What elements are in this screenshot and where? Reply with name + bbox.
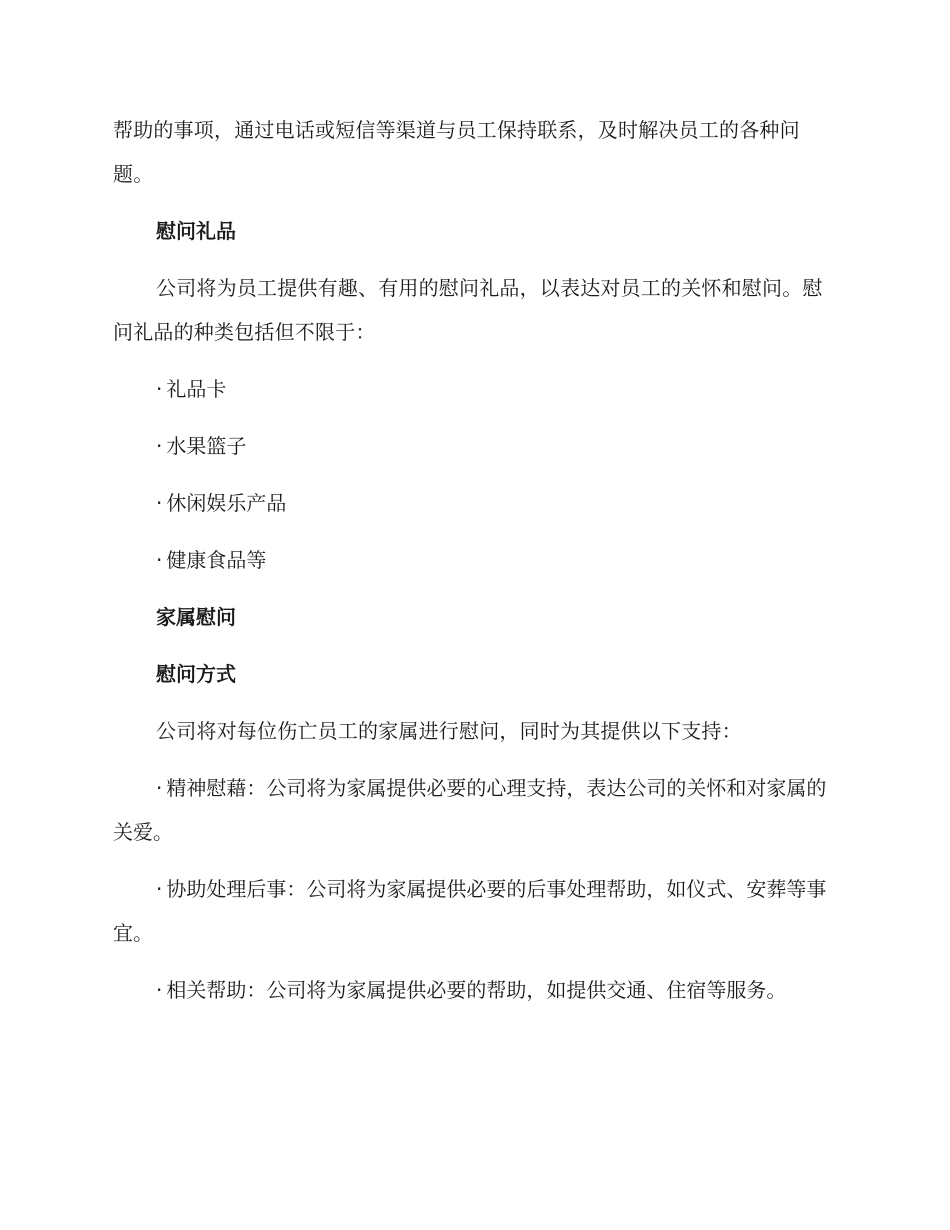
- bullet-icon: ·: [156, 491, 163, 515]
- subsection-heading-method: 慰问方式: [156, 662, 236, 686]
- section-heading-gifts: 慰问礼品: [156, 219, 236, 243]
- list-item: [113, 538, 833, 582]
- section-heading-family: 家属慰问: [156, 605, 236, 629]
- list-item-text: 健康食品等: [166, 548, 267, 572]
- bullet-icon: ·: [156, 877, 163, 901]
- list-item-text: 相关帮助：公司将为家属提供必要的帮助，如提供交通、住宿等服务。: [166, 978, 787, 1002]
- list-item: [113, 424, 833, 468]
- intro-paragraph: 帮助的事项，通过电话或短信等渠道与员工保持联系，及时解决员工的各种问题。: [113, 118, 800, 186]
- list-item-text: 礼品卡: [166, 377, 227, 401]
- list-item: [113, 481, 833, 525]
- list-item: [113, 367, 833, 411]
- family-paragraph: 公司将对每位伤亡员工的家属进行慰问，同时为其提供以下支持：: [156, 719, 742, 743]
- bullet-icon: ·: [156, 434, 163, 458]
- document-body: [113, 108, 833, 1025]
- list-item-text: 水果篮子: [166, 434, 247, 458]
- list-item: [113, 968, 833, 1012]
- gifts-paragraph: 公司将为员工提供有趣、有用的慰问礼品，以表达对员工的关怀和慰问。慰问礼品的种类包括但不限于：: [113, 276, 823, 344]
- bullet-icon: ·: [156, 776, 163, 800]
- list-item: [113, 766, 833, 854]
- list-item-text: 协助处理后事：公司将为家属提供必要的后事处理帮助，如仪式、安葬等事宜。: [113, 877, 827, 945]
- list-item-text: 精神慰藉：公司将为家属提供必要的心理支持，表达公司的关怀和对家属的关爱。: [113, 776, 827, 844]
- bullet-icon: ·: [156, 548, 163, 572]
- bullet-icon: ·: [156, 978, 163, 1002]
- list-item: [113, 867, 833, 955]
- list-item-text: 休闲娱乐产品: [166, 491, 287, 515]
- bullet-icon: ·: [156, 377, 163, 401]
